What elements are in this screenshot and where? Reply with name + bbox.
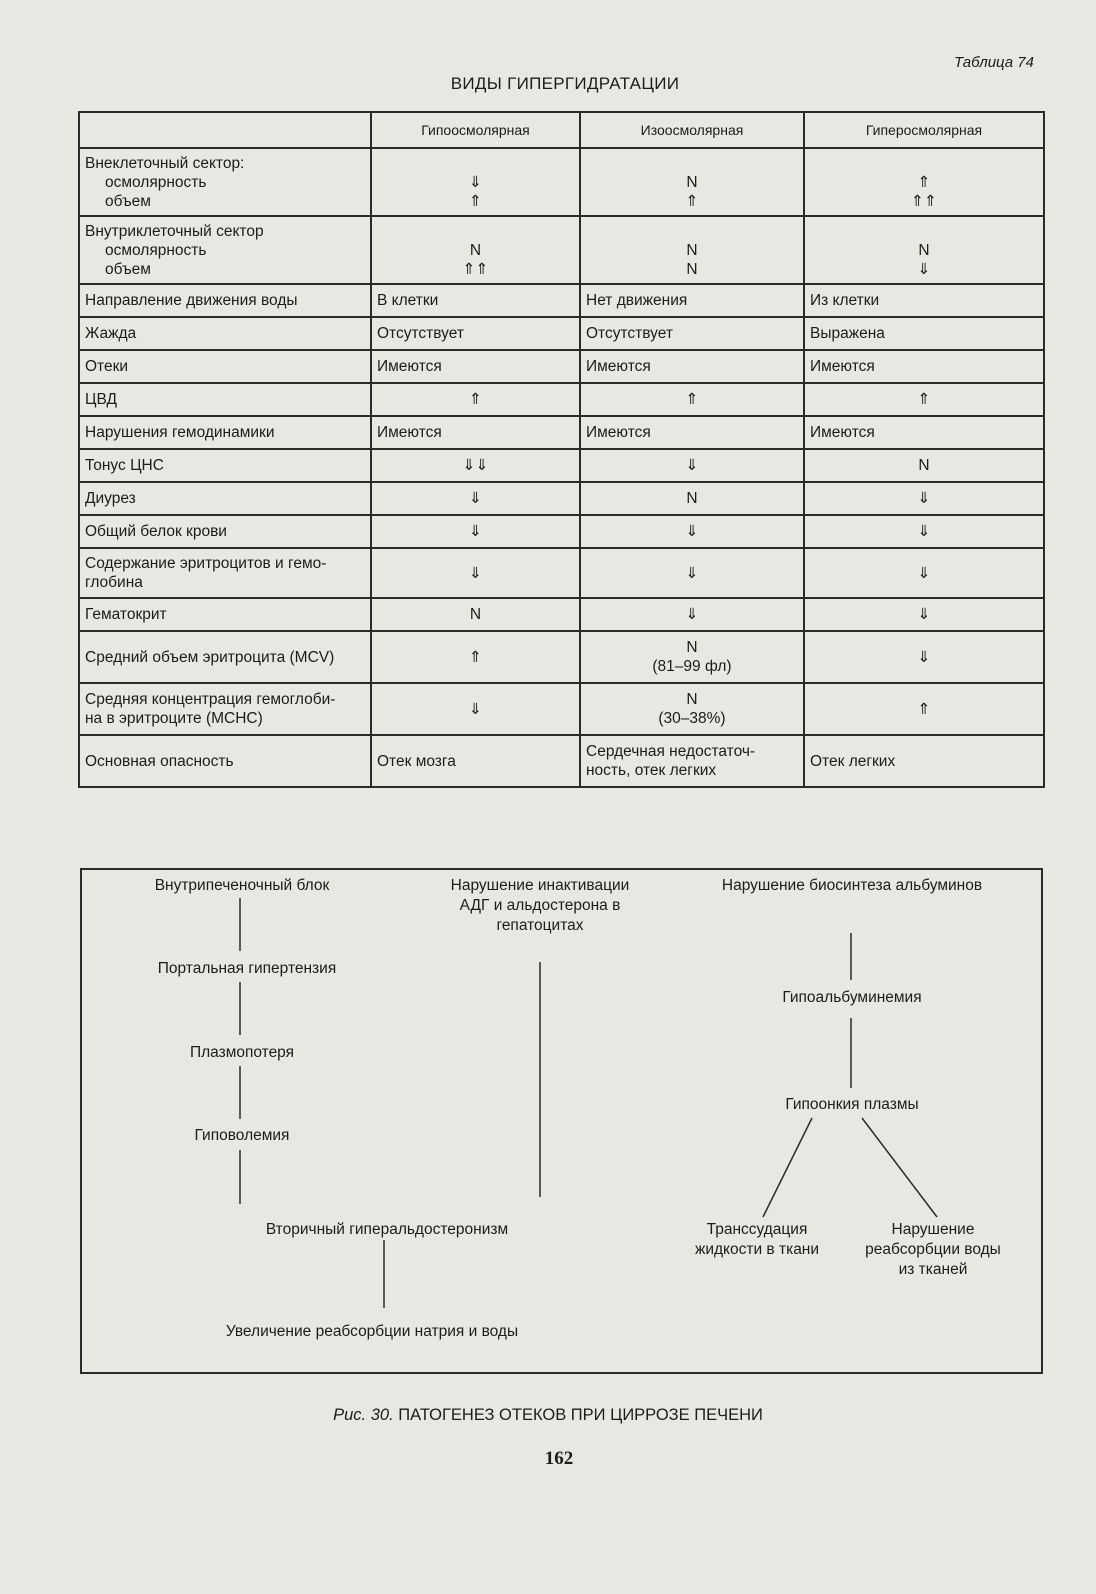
table-row xyxy=(79,515,1044,548)
table-cell: N (81–99 фл) xyxy=(580,631,804,683)
row-label: Диурез xyxy=(79,482,371,515)
caption-text: ПАТОГЕНЕЗ ОТЕКОВ ПРИ ЦИРРОЗЕ ПЕЧЕНИ xyxy=(393,1406,763,1424)
table-row xyxy=(79,683,1044,735)
table-cell: ⇑ xyxy=(371,383,580,416)
table-cell: ⇓ xyxy=(371,683,580,735)
row-label: ЦВД xyxy=(79,383,371,416)
table-header-row xyxy=(79,112,1044,148)
caption-prefix: Рис. 30. xyxy=(333,1406,394,1424)
table-row xyxy=(79,598,1044,631)
node-line: из тканей xyxy=(898,1261,968,1278)
table-cell: Отсутствует xyxy=(580,317,804,350)
node-line: Транссудация xyxy=(706,1221,808,1238)
row-label: Нарушения гемодинамики xyxy=(79,416,371,449)
cell-line: ⇑⇑ xyxy=(911,192,937,210)
cell-line: N xyxy=(686,173,698,191)
page-number: 162 xyxy=(544,1448,574,1469)
table-row xyxy=(79,482,1044,515)
row-label: Отеки xyxy=(79,350,371,383)
table-row xyxy=(79,317,1044,350)
table-row xyxy=(79,449,1044,482)
cell-line: ность, отек легких xyxy=(586,762,717,779)
cell-spacer xyxy=(586,222,798,241)
table-row xyxy=(79,416,1044,449)
cell-line: ⇑ xyxy=(685,192,699,210)
table-cell: Из клетки xyxy=(804,284,1044,317)
connector-line xyxy=(763,1118,812,1217)
table-cell: N xyxy=(371,598,580,631)
table-row xyxy=(79,284,1044,317)
table-cell: Отек легких xyxy=(804,735,1044,787)
table-cell: ⇓ xyxy=(804,631,1044,683)
node-secondary-hyperaldosteronism: Вторичный гиперальдостеронизм xyxy=(265,1221,509,1238)
node-line: Нарушение инактивации xyxy=(450,877,630,894)
node-hypoalbuminemia: Гипоальбуминемия xyxy=(782,989,922,1006)
table-cell: N xyxy=(804,449,1044,482)
table-cell: ⇓ xyxy=(804,598,1044,631)
node-portal-hypertension: Портальная гипертензия xyxy=(157,960,337,977)
table-cell: ⇓ xyxy=(804,515,1044,548)
cell-line: ⇓ xyxy=(917,260,931,278)
node-line: реабсорбции воды xyxy=(865,1241,1001,1258)
node-reabsorption-disorder xyxy=(847,1220,1019,1280)
table-cell: ⇑ xyxy=(804,383,1044,416)
table-cell: ⇓ xyxy=(580,449,804,482)
cell-spacer xyxy=(377,154,574,173)
table-row xyxy=(79,383,1044,416)
table-cell: Отек мозга xyxy=(371,735,580,787)
row-label-line: Средняя концентрация гемоглоби- xyxy=(85,691,336,708)
table-cell: В клетки xyxy=(371,284,580,317)
table-cell: Выражена xyxy=(804,317,1044,350)
table-cell xyxy=(580,216,804,284)
header-corner xyxy=(79,112,371,148)
node-line: Нарушение xyxy=(891,1221,975,1238)
column-header: Гиперосмолярная xyxy=(804,112,1044,148)
table-cell: ⇓ xyxy=(371,482,580,515)
node-inactivation-disorder xyxy=(420,876,660,936)
cell-spacer xyxy=(377,222,574,241)
table-cell xyxy=(580,148,804,216)
column-header: Изоосмолярная xyxy=(580,112,804,148)
node-albumin-synthesis-disorder: Нарушение биосинтеза альбуминов xyxy=(721,877,983,894)
pathogenesis-diagram xyxy=(80,868,1043,1374)
table-cell: ⇓ xyxy=(804,548,1044,598)
node-intrahepatic-block: Внутрипеченочный блок xyxy=(154,877,330,894)
table-cell xyxy=(580,735,804,787)
cell-spacer xyxy=(586,154,798,173)
table-cell xyxy=(804,148,1044,216)
cell-line: ⇑ xyxy=(917,173,931,191)
node-hypovolemia: Гиповолемия xyxy=(194,1127,290,1144)
row-label: Жажда xyxy=(79,317,371,350)
column-header: Гипоосмолярная xyxy=(371,112,580,148)
cell-line: ⇑⇑ xyxy=(462,260,489,278)
row-label: Средний объем эритроцита (MCV) xyxy=(79,631,371,683)
cell-spacer xyxy=(810,222,1038,241)
table-cell: Имеются xyxy=(580,350,804,383)
table-cell: Имеются xyxy=(580,416,804,449)
node-plasma-loss: Плазмопотеря xyxy=(189,1044,295,1061)
cell-line: N xyxy=(686,260,698,278)
row-label-main: Внеклеточный сектор: xyxy=(85,154,245,172)
cell-line: N xyxy=(686,241,698,259)
cell-line: ⇓ xyxy=(469,173,482,191)
node-line: жидкости в ткани xyxy=(694,1241,820,1258)
table-row xyxy=(79,735,1044,787)
node-line: АДГ и альдостерона в xyxy=(459,897,621,914)
diagram-connectors xyxy=(82,870,1041,1372)
hyperhydration-table xyxy=(78,111,1045,788)
cell-spacer xyxy=(810,154,1038,173)
table-title: ВИДЫ ГИПЕРГИДРАТАЦИИ xyxy=(450,74,680,93)
row-label: Основная опасность xyxy=(79,735,371,787)
table-cell: Имеются xyxy=(804,416,1044,449)
table-cell: N (30–38%) xyxy=(580,683,804,735)
table-cell: ⇓ xyxy=(580,598,804,631)
table-cell: ⇑ xyxy=(371,631,580,683)
cell-line: ⇑ xyxy=(469,192,482,210)
row-sublabel: объем xyxy=(105,260,151,278)
node-reabsorption-increase: Увеличение реабсорбции натрия и воды xyxy=(225,1323,519,1340)
table-cell: Нет движения xyxy=(580,284,804,317)
table-cell xyxy=(804,216,1044,284)
table-cell xyxy=(371,148,580,216)
table-cell: ⇓ xyxy=(371,548,580,598)
row-sublabel: осмолярность xyxy=(105,241,207,259)
row-label: Общий белок крови xyxy=(79,515,371,548)
row-label xyxy=(79,148,371,216)
table-cell: ⇑ xyxy=(804,683,1044,735)
row-label-line: Содержание эритроцитов и гемо- xyxy=(85,555,327,572)
table-cell: ⇓⇓ xyxy=(371,449,580,482)
cell-line: N xyxy=(469,241,482,259)
table-row xyxy=(79,148,1044,216)
table-cell: ⇓ xyxy=(580,515,804,548)
node-transudation xyxy=(672,1220,842,1260)
row-sublabel: осмолярность xyxy=(105,173,207,191)
table-number: Таблица 74 xyxy=(953,54,1034,71)
table-row xyxy=(79,548,1044,598)
table-cell: ⇑ xyxy=(580,383,804,416)
row-label: Направление движения воды xyxy=(79,284,371,317)
row-label-line: на в эритроците (MCHC) xyxy=(85,710,263,727)
table-cell: ⇓ xyxy=(371,515,580,548)
connector-line xyxy=(862,1118,937,1217)
node-hypooncia: Гипоонкия плазмы xyxy=(785,1096,919,1113)
cell-line: N xyxy=(918,241,930,259)
table-cell: ⇓ xyxy=(580,548,804,598)
table-cell: N xyxy=(580,482,804,515)
table-cell xyxy=(371,216,580,284)
table-row xyxy=(79,631,1044,683)
row-label xyxy=(79,216,371,284)
table-body xyxy=(79,148,1044,787)
row-label xyxy=(79,683,371,735)
row-label-main: Внутриклеточный сектор xyxy=(85,222,264,240)
row-label-line: глобина xyxy=(85,574,143,591)
figure-caption xyxy=(0,1406,1096,1425)
row-label xyxy=(79,548,371,598)
row-sublabel: объем xyxy=(105,192,151,210)
node-line: гепатоцитах xyxy=(496,917,584,934)
cell-line: Сердечная недостаточ- xyxy=(586,743,756,760)
table-cell: Имеются xyxy=(804,350,1044,383)
row-label: Тонус ЦНС xyxy=(79,449,371,482)
table-row xyxy=(79,350,1044,383)
table-cell: Имеются xyxy=(371,350,580,383)
table-cell: Имеются xyxy=(371,416,580,449)
table-cell: ⇓ xyxy=(804,482,1044,515)
row-label: Гематокрит xyxy=(79,598,371,631)
table-cell: Отсутствует xyxy=(371,317,580,350)
table-row xyxy=(79,216,1044,284)
